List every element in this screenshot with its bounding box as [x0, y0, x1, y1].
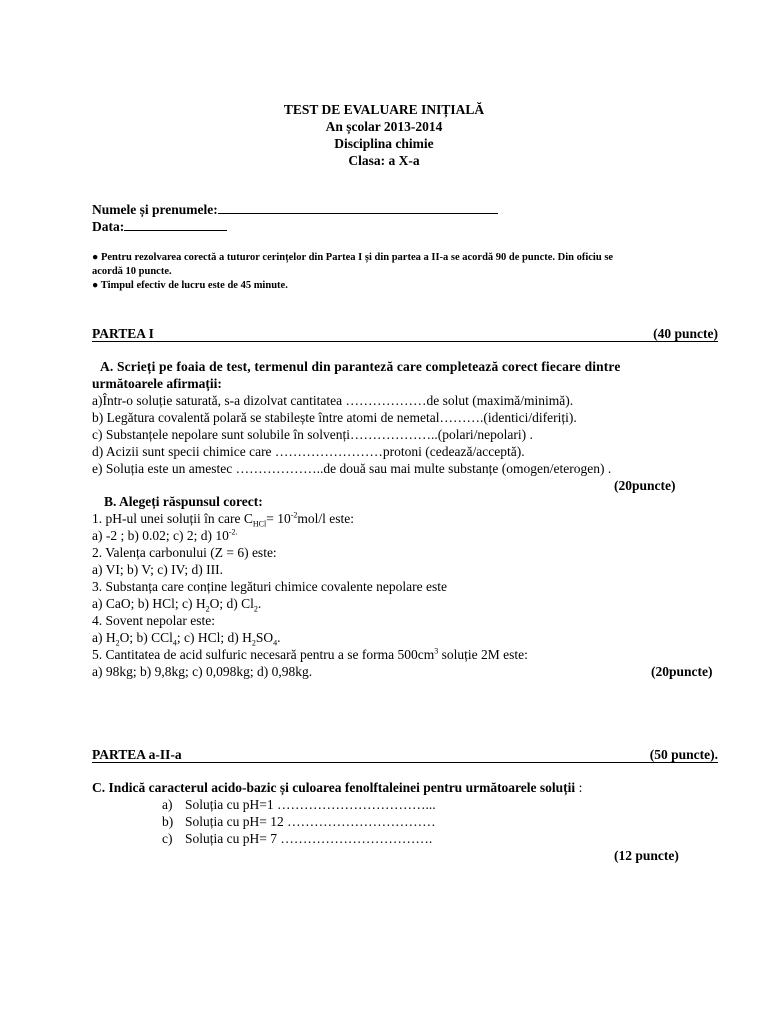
part2-title: PARTEA a-II-a: [92, 747, 182, 762]
sectionA-item-e: e) Soluția este un amestec ………………..de două sau mai multe substanțe (omogen/eterogen) .: [92, 461, 612, 476]
question-2: 2. Valența carbonului (Z = 6) este:: [92, 545, 277, 560]
sectionA-points: (20puncte): [614, 478, 676, 493]
discipline: Disciplina chimie: [334, 136, 434, 151]
part2-points: (50 puncte).: [649, 747, 718, 762]
sectionA-heading: A. Scrieți pe foaia de test, termenul din paranteză care completează corect fiecare dintre: [100, 359, 621, 374]
sectionC-heading: C. Indică caracterul acido-bazic și culoarea fenolftaleinei pentru următoarele soluții: [92, 780, 576, 795]
instruction-points: ● Pentru rezolvarea corectă a tuturor cerințelor din Partea I și din partea a II-a se acordă 90 de puncte. Din oficiu se: [92, 252, 614, 263]
sectionA-heading-cont: următoarele afirmații:: [92, 376, 222, 391]
date-line: [124, 218, 227, 231]
answers-3: a) CaO; b) HCl; c) $H_2O$; d) $Cl_2$.: [92, 596, 262, 614]
sectionA-item-a: a)Într-o soluție saturată, s-a dizolvat cantitatea ………………de solut (maximă/minimă).: [92, 393, 574, 408]
answers-4: a) $H_2O$; b) CCl$_4$; c) HCl; d) $H_2SO_4$.: [92, 630, 281, 648]
date-label: Data:: [92, 219, 125, 234]
sectionA-item-d: d) Acizii sunt specii chimice care ……………………protoni (cedează/acceptă).: [92, 444, 525, 459]
question-4: 4. Sovent nepolar este:: [92, 613, 215, 628]
answers-5: a) 98kg; b) 9,8kg; c) 0,098kg; d) 0,98kg.: [92, 664, 313, 679]
answers-2: a) VI; b) V; c) IV; d) III.: [92, 562, 223, 577]
name-field[interactable]: [92, 201, 498, 218]
school-year: An școlar 2013-2014: [325, 119, 443, 134]
name-label: Numele și prenumele:: [92, 202, 218, 217]
sectionC-item-c: c) Soluția cu pH= 7 …………………………….: [162, 831, 433, 846]
name-line: [218, 201, 498, 214]
sectionB-heading: B. Alegeți răspunsul corect:: [104, 494, 263, 509]
sectionC-item-a: a) Soluția cu pH=1 ……………………………...: [162, 797, 436, 812]
question-1: 1. pH-ul unei soluții în care $C_{HCl}= 10^{-2}mol/l$ este:: [92, 510, 354, 529]
sectionB-points: (20puncte): [651, 664, 713, 679]
sectionC-heading-row: C. Indică caracterul acido-bazic și culoarea fenolftaleinei pentru următoarele soluții :: [92, 780, 583, 795]
class-label: Clasa: a X-a: [348, 153, 420, 168]
instruction-points-cont: acordă 10 puncte.: [92, 266, 172, 277]
answers-1: a) -2 ; b) 0.02; c) 2; d) $10^{-2.}$: [92, 527, 238, 543]
instruction-time: ● Timpul efectiv de lucru este de 45 minute.: [92, 280, 288, 291]
sectionC-points: (12 puncte): [614, 848, 679, 863]
part1-title: PARTEA I: [92, 326, 154, 341]
date-field[interactable]: [92, 218, 227, 235]
sectionA-item-c: c) Substanțele nepolare sunt solubile în solvenți………………..(polari/nepolari) .: [92, 427, 533, 442]
part1-header: [92, 326, 718, 342]
test-title: TEST DE EVALUARE INIȚIALĂ: [283, 102, 485, 117]
sectionC-item-b: b) Soluția cu pH= 12 ……………………………: [162, 814, 436, 829]
part1-points: (40 puncte): [653, 326, 718, 341]
part2-header: [92, 747, 718, 763]
question-5: 5. Cantitatea de acid sulfuric necesară pentru a se forma $500cm^3$ soluție 2M este:: [92, 646, 528, 662]
sectionA-item-b: b) Legătura covalentă polară se stabilește între atomi de nemetal……….(identici/diferiți).: [92, 410, 577, 425]
question-3: 3. Substanța care conține legături chimice covalente nepolare este: [92, 579, 447, 594]
